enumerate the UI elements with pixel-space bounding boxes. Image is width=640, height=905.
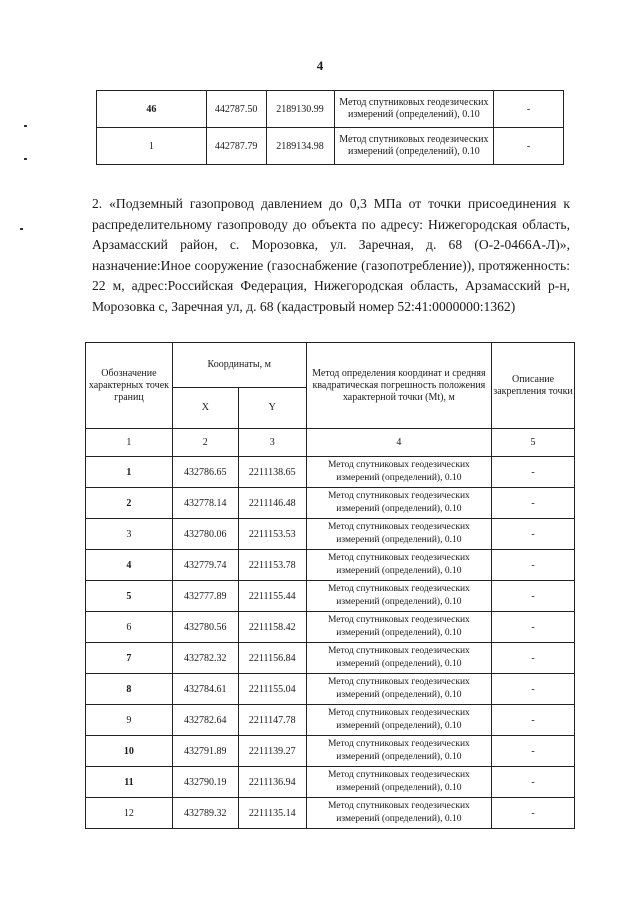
description-cell: - [492, 705, 575, 736]
table-row [97, 128, 564, 165]
x-coordinate-cell: 432784.61 [172, 674, 238, 705]
description-cell: - [492, 581, 575, 612]
method-cell: Метод спутниковых геодезических измерений (определений), 0.10 [306, 736, 491, 767]
point-id-cell: 46 [97, 91, 207, 128]
scan-mark [24, 125, 27, 127]
header-point: Обозначение характерных точек границ [86, 343, 173, 429]
header-coords: Координаты, м [172, 343, 306, 388]
description-cell: - [492, 519, 575, 550]
method-cell: Метод спутниковых геодезических измерений (определений), 0.10 [306, 550, 491, 581]
x-coordinate-cell: 432777.89 [172, 581, 238, 612]
y-coordinate-cell: 2211139.27 [238, 736, 306, 767]
y-coordinate-cell: 2211138.65 [238, 457, 306, 488]
method-cell: Метод спутниковых геодезических измерений (определений), 0.10 [306, 705, 491, 736]
table-row [86, 643, 575, 674]
coordinates-table [85, 342, 575, 829]
y-coordinate-cell: 2211158.42 [238, 612, 306, 643]
top-table-body [97, 91, 564, 165]
coordinates-table-body [86, 429, 575, 829]
point-id-cell: 8 [86, 674, 173, 705]
description-cell: - [494, 91, 564, 128]
method-cell: Метод спутниковых геодезических измерений (определений), 0.10 [306, 674, 491, 705]
description-cell: - [494, 128, 564, 165]
method-cell: Метод спутниковых геодезических измерений (определений), 0.10 [334, 91, 494, 128]
point-id-cell: 4 [86, 550, 173, 581]
scan-mark [24, 158, 27, 160]
y-coordinate-cell: 2211156.84 [238, 643, 306, 674]
method-cell: Метод спутниковых геодезических измерений (определений), 0.10 [334, 128, 494, 165]
y-coordinate-cell: 2211153.78 [238, 550, 306, 581]
table-row [97, 91, 564, 128]
table-row [86, 550, 575, 581]
table-row [86, 798, 575, 829]
y-coordinate-cell: 2211153.53 [238, 519, 306, 550]
method-cell: Метод спутниковых геодезических измерений (определений), 0.10 [306, 581, 491, 612]
point-id-cell: 5 [86, 581, 173, 612]
header-y: Y [238, 388, 306, 429]
table-row [86, 581, 575, 612]
description-cell: - [492, 736, 575, 767]
y-coordinate-cell: 2211135.14 [238, 798, 306, 829]
x-coordinate-cell: 432791.89 [172, 736, 238, 767]
x-coordinate-cell: 432790.19 [172, 767, 238, 798]
object-description: 2. «Подземный газопровод давлением до 0,3 МПа от точки присоединения к распределительному газопроводу до объекта по адресу: Нижегородская область, Арзамасский район, с. Морозовка, ул. Заречная, д. 68 (О-2-0466А-Л)», назначение:Иное сооружение (газоснабжение (газопотребление)), протяженность: 22 м, адрес:Российская Федерация, Нижегородская область, Арзамасский р-н, Морозовка с, Заречная ул, д. 68 (кадастровый номер 52:41:0000000:1362) [92, 196, 570, 314]
point-id-cell: 1 [86, 457, 173, 488]
point-id-cell: 9 [86, 705, 173, 736]
x-coordinate-cell: 432778.14 [172, 488, 238, 519]
table-row [86, 519, 575, 550]
y-coordinate-cell: 2189134.98 [266, 128, 334, 165]
y-coordinate-cell: 2211136.94 [238, 767, 306, 798]
y-coordinate-cell: 2211146.48 [238, 488, 306, 519]
column-numbers-row [86, 429, 575, 457]
header-x: X [172, 388, 238, 429]
point-id-cell: 7 [86, 643, 173, 674]
table-row [86, 488, 575, 519]
method-cell: Метод спутниковых геодезических измерений (определений), 0.10 [306, 798, 491, 829]
description-cell: - [492, 798, 575, 829]
header-method: Метод определения координат и средняя квадратическая погрешность положения характерной точки (Mt), м [306, 343, 491, 429]
point-id-cell: 2 [86, 488, 173, 519]
header-desc: Описание закрепления точки [492, 343, 575, 429]
y-coordinate-cell: 2211155.04 [238, 674, 306, 705]
method-cell: Метод спутниковых геодезических измерений (определений), 0.10 [306, 488, 491, 519]
y-coordinate-cell: 2189130.99 [266, 91, 334, 128]
point-id-cell: 12 [86, 798, 173, 829]
x-coordinate-cell: 442787.50 [206, 91, 266, 128]
table-row [86, 612, 575, 643]
description-cell: - [492, 550, 575, 581]
x-coordinate-cell: 442787.79 [206, 128, 266, 165]
coordinates-table-header [86, 343, 575, 429]
table-row [86, 674, 575, 705]
method-cell: Метод спутниковых геодезических измерений (определений), 0.10 [306, 767, 491, 798]
description-cell: - [492, 612, 575, 643]
column-number: 1 [86, 429, 173, 457]
scan-mark [20, 228, 23, 230]
table-row [86, 736, 575, 767]
x-coordinate-cell: 432780.56 [172, 612, 238, 643]
column-number: 4 [306, 429, 491, 457]
column-number: 5 [492, 429, 575, 457]
point-id-cell: 11 [86, 767, 173, 798]
x-coordinate-cell: 432782.32 [172, 643, 238, 674]
table-row [86, 705, 575, 736]
description-cell: - [492, 643, 575, 674]
column-number: 3 [238, 429, 306, 457]
table-row [86, 457, 575, 488]
point-id-cell: 6 [86, 612, 173, 643]
y-coordinate-cell: 2211155.44 [238, 581, 306, 612]
point-id-cell: 3 [86, 519, 173, 550]
top-table [96, 90, 564, 165]
x-coordinate-cell: 432782.64 [172, 705, 238, 736]
description-cell: - [492, 674, 575, 705]
description-cell: - [492, 457, 575, 488]
table-row [86, 767, 575, 798]
method-cell: Метод спутниковых геодезических измерений (определений), 0.10 [306, 612, 491, 643]
description-cell: - [492, 767, 575, 798]
x-coordinate-cell: 432779.74 [172, 550, 238, 581]
point-id-cell: 10 [86, 736, 173, 767]
point-id-cell: 1 [97, 128, 207, 165]
method-cell: Метод спутниковых геодезических измерений (определений), 0.10 [306, 643, 491, 674]
method-cell: Метод спутниковых геодезических измерений (определений), 0.10 [306, 519, 491, 550]
column-number: 2 [172, 429, 238, 457]
page-number: 4 [316, 58, 324, 73]
x-coordinate-cell: 432789.32 [172, 798, 238, 829]
description-cell: - [492, 488, 575, 519]
x-coordinate-cell: 432780.06 [172, 519, 238, 550]
method-cell: Метод спутниковых геодезических измерений (определений), 0.10 [306, 457, 491, 488]
x-coordinate-cell: 432786.65 [172, 457, 238, 488]
y-coordinate-cell: 2211147.78 [238, 705, 306, 736]
